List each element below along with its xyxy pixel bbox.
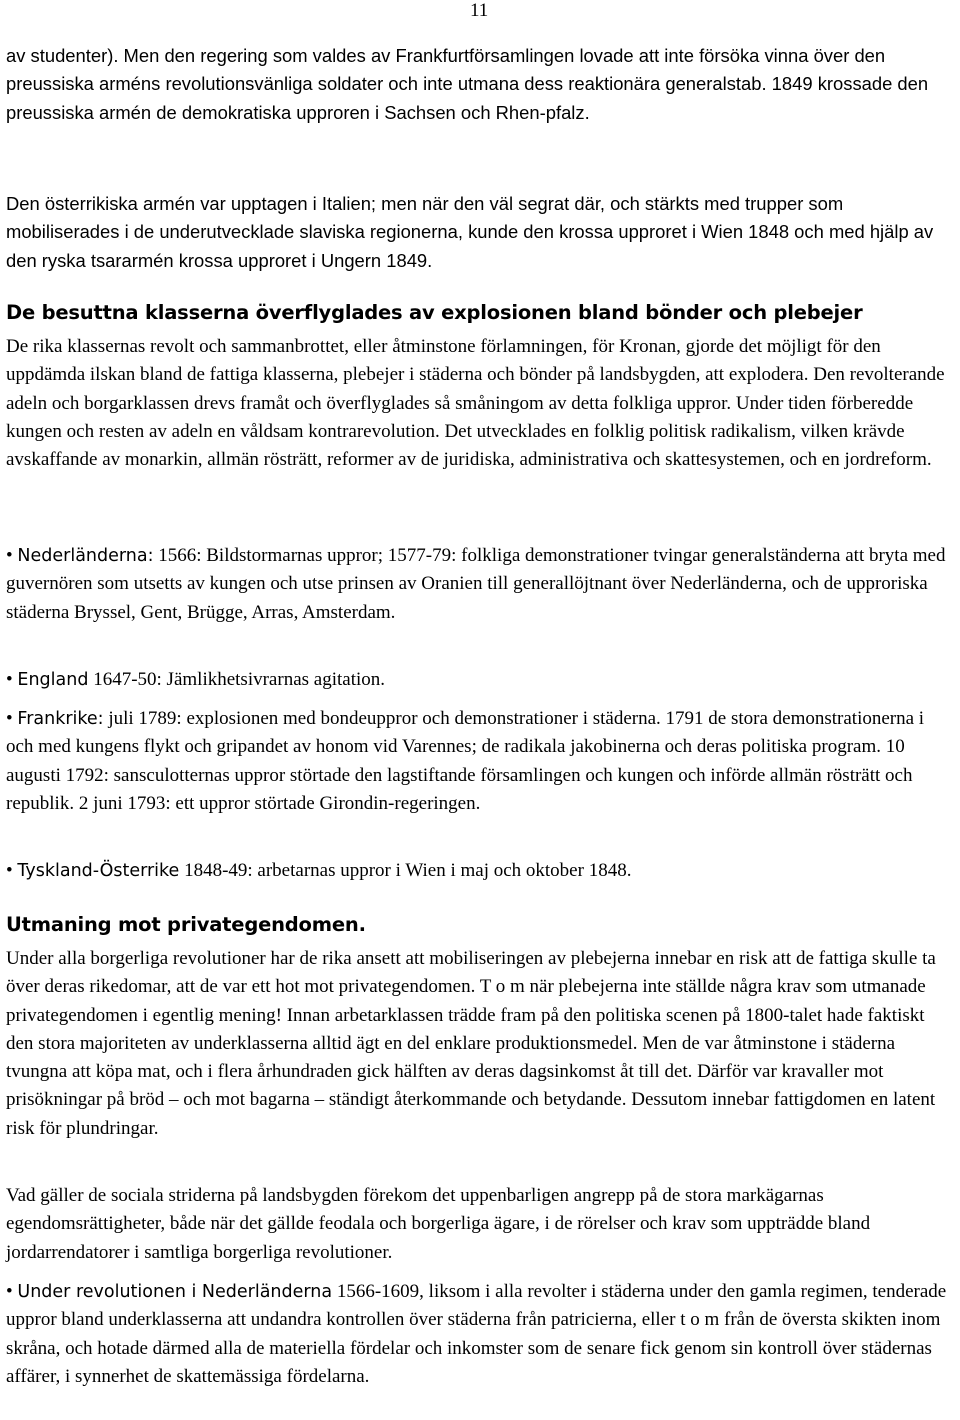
bullet-text: juli 1789: explosionen med bondeuppror och demonstrationer i städerna. 1791 de stora demonstrationerna i och med kungens flykt och gripandet av honom vid Varennes; de radikala jakobinerna och deras politiska program. 10 augusti 1792: sansculotternas uppror störtade den lagstiftande församlingen och kungen och införde allmän rösträtt och republik. 2 juni 1793: ett uppror störtade Girondin-regeringen. xyxy=(6,708,925,814)
paragraph-austrian-army: Den österrikiska armén var upptagen i Italien; men när den väl segrat där, och stärkts med trupper som mobiliserades i de underutvecklade slaviska regionerna, kunde den krossa upproret i Wien 1848 och med hjälp av den ryska tsararmén krossa upproret i Ungern 1849. xyxy=(6,193,934,271)
bullet-lead: Frankrike: xyxy=(17,709,104,729)
bullet-lead: Nederländerna: xyxy=(17,546,154,566)
bullet-lead: Tyskland-Österrike xyxy=(17,861,180,881)
bullet-item-tyskland xyxy=(6,857,956,885)
section-heading-privategendom: Utmaning mot privategendomen. xyxy=(6,913,366,936)
bullet-lead: Under revolutionen i Nederländerna xyxy=(17,1282,333,1302)
bullet-item-nederlanderna xyxy=(6,542,956,627)
bullet-text: 1647-50: Jämlikhetsivrarnas agitation. xyxy=(88,669,386,690)
bullet-text: 1566: Bildstormarnas uppror; 1577-79: folkliga demonstrationer tvingar generalständerna att bryta med guvernören som utsetts av kungen och utse prinsen av Oranien till generallöjtnant över Nederländerna, och de upproriska städerna Bryssel, Gent, Brügge, Arras, Amsterdam. xyxy=(6,545,946,623)
bullet-item-england xyxy=(6,666,956,694)
paragraph-borgerliga-revolutioner: Under alla borgerliga revolutioner har de rika ansett att mobiliseringen av plebejerna innebar en risk att de fattiga skulle ta över deras rikedomar, att de var ett hot mot privategendomen. T o m när plebejerna inte ställde några krav som utmanade privategendomen i egentlig mening! Innan arbetarklassen trädde fram på den politiska scenen på 1800-talet hade faktiskt den stora majoriteten av underklasserna alltid ägt en del enklare produktionsmedel. Men de var åtminstone i städerna tvungna att köpa mat, och i flera århundraden gick hälften av deras dagsinkomst åt till det. Därför var kravaller mot prisökningar på bröd – och mot bagarna – ständigt återkommande och betydande. Dessutom innebar fattigdomen en latent risk för plundringar. xyxy=(6,948,936,1139)
bullet-mark: • xyxy=(6,860,13,881)
paragraph-frankfurt: av studenter). Men den regering som valdes av Frankfurtförsamlingen lovade att inte försöka vinna över den preussiska arméns revolutionsvänliga soldater och inte utmana dess reaktionära generalstab. 1849 krossade den preussiska armén de demokratiska upproren i Sachsen och Rhen-pfalz. xyxy=(6,45,929,123)
bullet-item-revolutionen-nederlanderna xyxy=(6,1278,956,1391)
bullet-lead: England xyxy=(17,670,89,690)
bullet-mark: • xyxy=(6,1281,13,1302)
page-number: 11 xyxy=(470,0,489,21)
section-heading-besuttna: De besuttna klasserna överflyglades av explosionen bland bönder och plebejer xyxy=(6,301,863,324)
paragraph-rika-klassernas: De rika klassernas revolt och sammanbrottet, eller åtminstone förlamningen, för Kronan, gjorde det möjligt för den uppdämda ilskan bland de fattiga klasserna, plebejer i städerna och bönder på landsbygden, att explodera. Den revolterande adeln och borgarklassen drevs framåt och överflyglades så småningom av detta folkliga uppror. Under tiden förberedde kungen och resten av adeln en våldsam kontrarevolution. Det utvecklades en folklig politisk radikalism, vilken krävde avskaffande av monarkin, allmän rösträtt, reformer av de juridiska, administrativa och skattesystemen, och en jordreform. xyxy=(6,336,945,471)
bullet-mark: • xyxy=(6,708,13,729)
bullet-mark: • xyxy=(6,669,13,690)
bullet-text: 1848-49: arbetarnas uppror i Wien i maj och oktober 1848. xyxy=(179,860,632,881)
paragraph-sociala-striderna: Vad gäller de sociala striderna på landsbygden förekom det uppenbarligen angrepp på de stora markägarnas egendomsrättigheter, både när det gällde feodala och borgerliga ägare, i de rörelser och krav som uppträdde bland jordarrendatorer i samtliga borgerliga revolutioner. xyxy=(6,1185,871,1263)
bullet-text: 1566-1609, liksom i alla revolter i städerna under den gamla regimen, tenderade uppror bland underklasserna att undandra kontrollen över städerna från patricierna, eller t o m från de översta skikten inom skråna, och hotade därmed alla de materiella fördelar och inkomster som de senare fick genom sin kontroll över städernas affärer, i synnerhet de skattemässiga fördelarna. xyxy=(6,1281,947,1387)
bullet-mark: • xyxy=(6,545,13,566)
bullet-item-frankrike xyxy=(6,705,956,818)
